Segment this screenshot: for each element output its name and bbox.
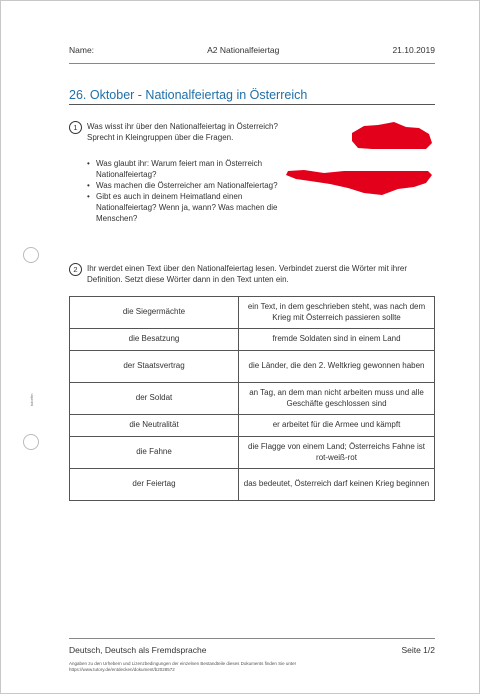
term-cell: die Besatzung [70,329,239,351]
table-row [70,437,435,469]
table-row [70,415,435,437]
task-number-1: 1 [69,121,82,134]
definition-cell: das bedeutet, Österreich darf keinen Krieg beginnen [239,469,435,501]
course-title: A2 Nationalfeiertag [207,45,280,55]
footer-divider [69,638,435,639]
table-row [70,297,435,329]
definition-cell: die Länder, die den 2. Weltkrieg gewonnen haben [239,351,435,383]
title-divider [69,104,435,105]
task2-intro: Ihr werdet einen Text über den Nationalfeiertag lesen. Verbindet zuerst die Wörter mit ihrer Definition. Setzt diese Wörter dann in den Text unten ein. [87,264,408,284]
question-item: • Gibt es auch in deinem Heimatland einen Nationalfeiertag? Wenn ja, wann? Was machen die Menschen? [87,191,292,224]
term-cell: die Fahne [70,437,239,469]
footer [69,645,435,655]
table-row [70,383,435,415]
header [69,45,435,55]
header-divider [69,63,435,64]
term-cell: der Feiertag [70,469,239,501]
name-label: Name: [69,45,95,55]
table-row [70,469,435,501]
definition-cell: an Tag, an dem man nicht arbeiten muss und alle Geschäfte geschlossen sind [239,383,435,415]
term-cell: der Soldat [70,383,239,415]
page-title: 26. Oktober - Nationalfeiertag in Österreich [69,88,308,102]
term-cell: die Siegermächte [70,297,239,329]
task-number-2: 2 [69,263,82,276]
credit-note: Angaben zu den Urhebern und Lizenzbedingungen der einzelnen Bestandteile dieses Dokuments finden Sie unter https://www.tutory.de/entdecken/dokument/b2028572 [69,661,297,672]
task1-questions [87,158,292,224]
task1-intro: Was wisst ihr über den Nationalfeiertag in Österreich? Sprecht in Kleingruppen über die Fragen. [87,122,278,142]
definition-cell: fremde Soldaten sind in einem Land [239,329,435,351]
page-number: Seite 1/2 [401,645,435,655]
punch-hole-top [23,247,39,263]
matching-table [69,296,435,501]
definition-cell: ein Text, in dem geschrieben steht, was nach dem Krieg mit Österreich passieren sollte [239,297,435,329]
term-cell: der Staatsvertrag [70,351,239,383]
punch-hole-bottom [23,434,39,450]
austria-map-flag-image [286,119,434,201]
side-code: tutorfm [29,393,34,406]
table-row [70,351,435,383]
header-date: 21.10.2019 [392,45,435,55]
table-row [70,329,435,351]
question-item: • Was glaubt ihr: Warum feiert man in Österreich Nationalfeiertag? [87,158,292,180]
definition-cell: er arbeitet für die Armee und kämpft [239,415,435,437]
footer-subject: Deutsch, Deutsch als Fremdsprache [69,645,207,655]
definition-cell: die Flagge von einem Land; Österreichs Fahne ist rot-weiß-rot [239,437,435,469]
term-cell: die Neutralität [70,415,239,437]
question-item: • Was machen die Österreicher am Nationalfeiertag? [87,180,292,191]
